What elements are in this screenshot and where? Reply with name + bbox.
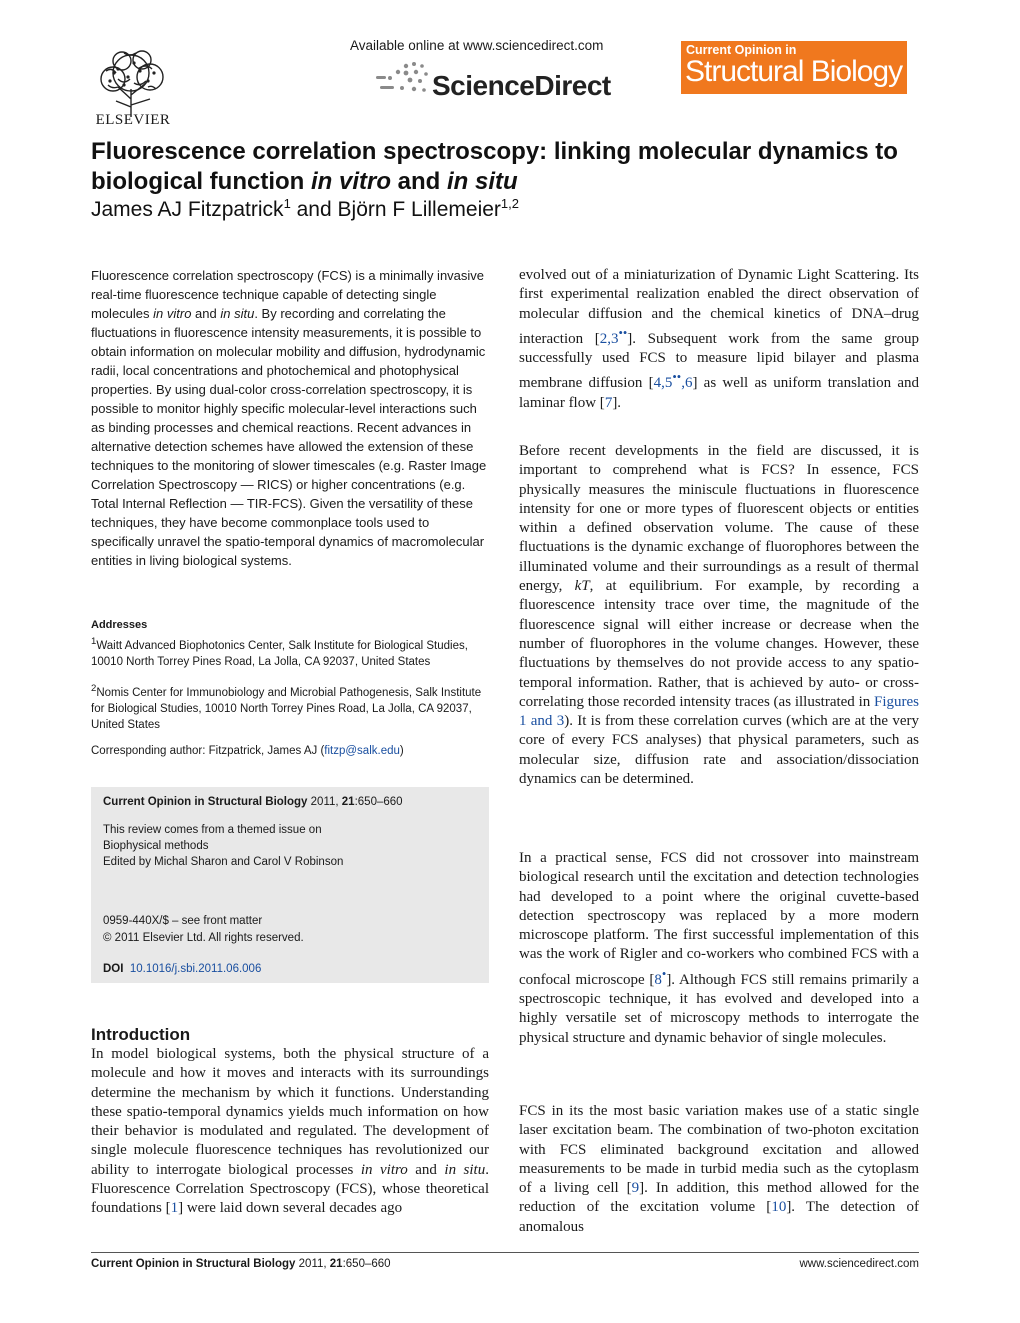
footer-year: 2011, xyxy=(295,1258,330,1270)
reference-link[interactable]: 7 xyxy=(604,394,613,411)
infobox-themed-line2: Biophysical methods xyxy=(103,840,209,852)
body-italic: kT xyxy=(574,578,590,595)
intro-text: ] were laid down several decades ago xyxy=(178,1200,403,1217)
title-italic-in-vitro: in vitro xyxy=(310,168,391,195)
body-text: In a practical sense, FCS did not crossover into mainstream biological research until the excitation and detection technologies had developed to a point where the original cuvette-based detection spectroscopy was replaced by a more modern microscope platform. The first successful implementation of this was the work of Rigler and co-workers who combined FCS with a confocal microscope [ xyxy=(519,850,919,988)
infobox-doi xyxy=(103,961,261,977)
author-affiliation-mark: 1,2 xyxy=(500,196,519,211)
journal-banner-line1: Current Opinion in xyxy=(686,43,797,57)
reference-star: •• xyxy=(672,370,682,385)
intro-text: . Fluorescence Correlation Spectroscopy (FCS), whose theoretical foundations [ xyxy=(91,1161,489,1217)
reference-link[interactable]: 1 xyxy=(170,1200,179,1217)
address-text: Nomis Center for Immunobiology and Microbial Pathogenesis, Salk Institute for Biological Studies, 10010 North Torrey Pines Road, La Jolla, CA 92037, United States xyxy=(91,686,482,731)
address-1 xyxy=(91,634,489,670)
intro-italic: in vitro xyxy=(360,1161,408,1178)
article-info-box xyxy=(91,787,489,983)
body-text: evolved out of a miniaturization of Dynamic Light Scattering. Its first experimental realization enabled the direct observation of molecular diffusion and the chemical kinetics of DNA–drug interaction [ xyxy=(519,267,919,347)
body-text: FCS in its the most basic variation makes use of a static single laser excitation beam. The combination of two-photon excitation with FCS eliminated background excitation and allowed measurements to be made in turbid media such as the cytoplasm of a living cell [ xyxy=(519,1103,919,1197)
body-text: ] as well as uniform translation and laminar flow [ xyxy=(519,375,919,411)
footer-divider xyxy=(91,1252,919,1253)
author-affiliation-mark: 1 xyxy=(283,196,291,211)
address-2 xyxy=(91,681,489,733)
doi-link[interactable]: 10.1016/j.sbi.2011.06.006 xyxy=(129,963,262,975)
corresp-email-link[interactable]: fitzp@salk.edu xyxy=(324,745,400,757)
reference-link[interactable]: 8 xyxy=(654,971,662,988)
intro-italic: in situ xyxy=(444,1161,486,1178)
reference-link[interactable]: 2,3 xyxy=(599,330,619,347)
author-list xyxy=(91,196,941,222)
infobox-copyright: © 2011 Elsevier Ltd. All rights reserved. xyxy=(103,932,304,944)
journal-banner xyxy=(681,41,907,94)
body-paragraph xyxy=(519,1102,919,1237)
footer-volume: 21 xyxy=(329,1258,343,1270)
introduction-heading: Introduction xyxy=(91,1025,191,1044)
intro-text: In model biological systems, both the physical structure of a molecule and how it moves and interacts with its surroundings determine the mechanism by which it functions. Understanding these spatio-temporal dynamics yields much information on how their behavior is modulated and regulated. The development of single molecule fluorescence techniques has revolutionized our ability to interrogate biological processes xyxy=(91,1046,489,1178)
body-paragraph xyxy=(519,266,919,413)
abstract xyxy=(91,266,489,570)
available-online-text: Available online at www.sciencedirect.com xyxy=(350,38,604,53)
address-mark: 2 xyxy=(91,683,97,694)
reference-link[interactable]: 9 xyxy=(631,1180,640,1197)
title-italic-in-situ: in situ xyxy=(447,168,518,195)
reference-link[interactable]: 10 xyxy=(771,1199,787,1216)
infobox-issn: 0959-440X/$ – see front matter xyxy=(103,915,263,927)
reference-link[interactable]: 4,5 xyxy=(653,375,673,392)
author-name: Björn F Lillemeier xyxy=(337,198,501,221)
infobox-themed-line1: This review comes from a themed issue on xyxy=(103,824,322,836)
infobox-journal: Current Opinion in Structural Biology xyxy=(103,796,308,808)
doi-label: DOI xyxy=(103,963,124,975)
reference-star: •• xyxy=(618,325,628,340)
author-name: James AJ Fitzpatrick xyxy=(91,198,284,221)
author-separator: and xyxy=(290,198,338,221)
article-title xyxy=(91,137,941,197)
abstract-text: and xyxy=(191,306,221,321)
infobox-citation xyxy=(103,794,403,810)
intro-text: and xyxy=(407,1161,445,1178)
body-text: ). It is from these correlation curves (which are at the very core of every FCS analyses) that physical parameters, such as molecular size, diffusion rate and association/dissociation dynamics can be determined. xyxy=(519,713,919,788)
footer-journal: Current Opinion in Structural Biology xyxy=(91,1258,296,1270)
infobox-year: 2011, xyxy=(307,796,342,808)
corresponding-author xyxy=(91,745,489,757)
abstract-italic: in vitro xyxy=(153,306,192,321)
body-text: ]. The detection of anomalous xyxy=(519,1199,919,1235)
figure-link[interactable]: Figures 1 and 3 xyxy=(519,693,919,730)
body-text: ]. xyxy=(612,394,622,411)
body-text: ]. Subsequent work from the same group successfully used FCS to measure lipid bilayer and plasma membrane diffusion [ xyxy=(519,330,919,392)
body-text: , at equilibrium. For example, by recording a fluorescence intensity trace over time, the magnitude of the fluorescence signal will either increase or decrease when the number of fluorophores in the volume changes. However, these fluctuations by themselves do not provide access to any spatio-temporal information. Rather, that is achieved by auto- or cross-correlating those recorded intensity traces (as illustrated in xyxy=(519,578,919,710)
publisher-wordmark: ELSEVIER xyxy=(95,112,171,128)
reference-link[interactable]: ,6 xyxy=(681,375,693,392)
journal-banner-line2: Structural Biology xyxy=(685,55,903,88)
body-text: Before recent developments in the field are discussed, it is important to comprehend what is FCS? In essence, FCS physically measures the miniscule fluctuations in fluorescence intensity for one or more types of fluorescent objects or entities within a defined observation volume. The cause of these fluctuations is the dynamic exchange of fluorophores between the illuminated volume and their surroundings as a result of thermal energy, xyxy=(519,443,919,595)
body-paragraph xyxy=(519,849,919,1048)
corresp-label: Corresponding author: Fitzpatrick, James AJ ( xyxy=(91,745,325,757)
title-text: Fluorescence correlation spectroscopy: linking molecular dynamics to biological function xyxy=(91,138,898,195)
footer-citation xyxy=(91,1258,391,1270)
reference-star: • xyxy=(661,966,667,981)
abstract-italic: in situ xyxy=(220,306,255,321)
corresp-end: ) xyxy=(399,745,404,757)
body-text: ]. Although FCS still remains primarily a spectroscopic technique, it has evolved and developed into a highly versatile set of microscopy methods to interrogate the physical structure and dynamic behavior of single molecules. xyxy=(519,971,919,1046)
abstract-text: Fluorescence correlation spectroscopy (FCS) is a minimally invasive real-time fluorescence technique capable of detecting single molecules xyxy=(91,268,485,321)
introduction-paragraph xyxy=(91,1045,489,1219)
abstract-text: . By recording and correlating the fluctuations in fluorescence intensity measurements, it is possible to obtain information on molecular mobility and diffusion, hydrodynamic radii, local concentrations and photochemical and photophysical properties. By using dual-color cross-correlation spectroscopy, it is possible to monitor highly specific molecular-level interactions such as binding processes and chemical reactions. Recent advances in alternative detection schemes have allowed the extension of these techniques to the monitoring of slower timescales (e.g. Raster Image Correlation Spectroscopy — RICS) or higher concentrations (e.g. Total Internal Reflection — TIR-FCS). Given the versatility of these techniques, they have become commonplace tools used to specifically unravel the spatio-temporal dynamics of macromolecular entities in living biological systems. xyxy=(91,306,487,568)
sciencedirect-dots-icon xyxy=(376,60,432,96)
footer-pages: :650–660 xyxy=(342,1258,391,1270)
sciencedirect-wordmark: ScienceDirect xyxy=(432,70,611,101)
footer-url-link[interactable]: www.sciencedirect.com xyxy=(799,1258,919,1270)
infobox-editors: Edited by Michal Sharon and Carol V Robinson xyxy=(103,856,344,868)
address-mark: 1 xyxy=(91,636,97,647)
title-and: and xyxy=(391,168,448,195)
addresses-heading: Addresses xyxy=(91,619,148,631)
address-text: Waitt Advanced Biophotonics Center, Salk Institute for Biological Studies, 10010 North Torrey Pines Road, La Jolla, CA 92037, United States xyxy=(91,639,468,668)
body-text: ]. In addition, this method allowed for the reduction of the excitation volume [ xyxy=(519,1180,919,1216)
infobox-volume: 21 xyxy=(341,796,355,808)
body-paragraph xyxy=(519,442,919,789)
infobox-pages: :650–660 xyxy=(354,796,403,808)
